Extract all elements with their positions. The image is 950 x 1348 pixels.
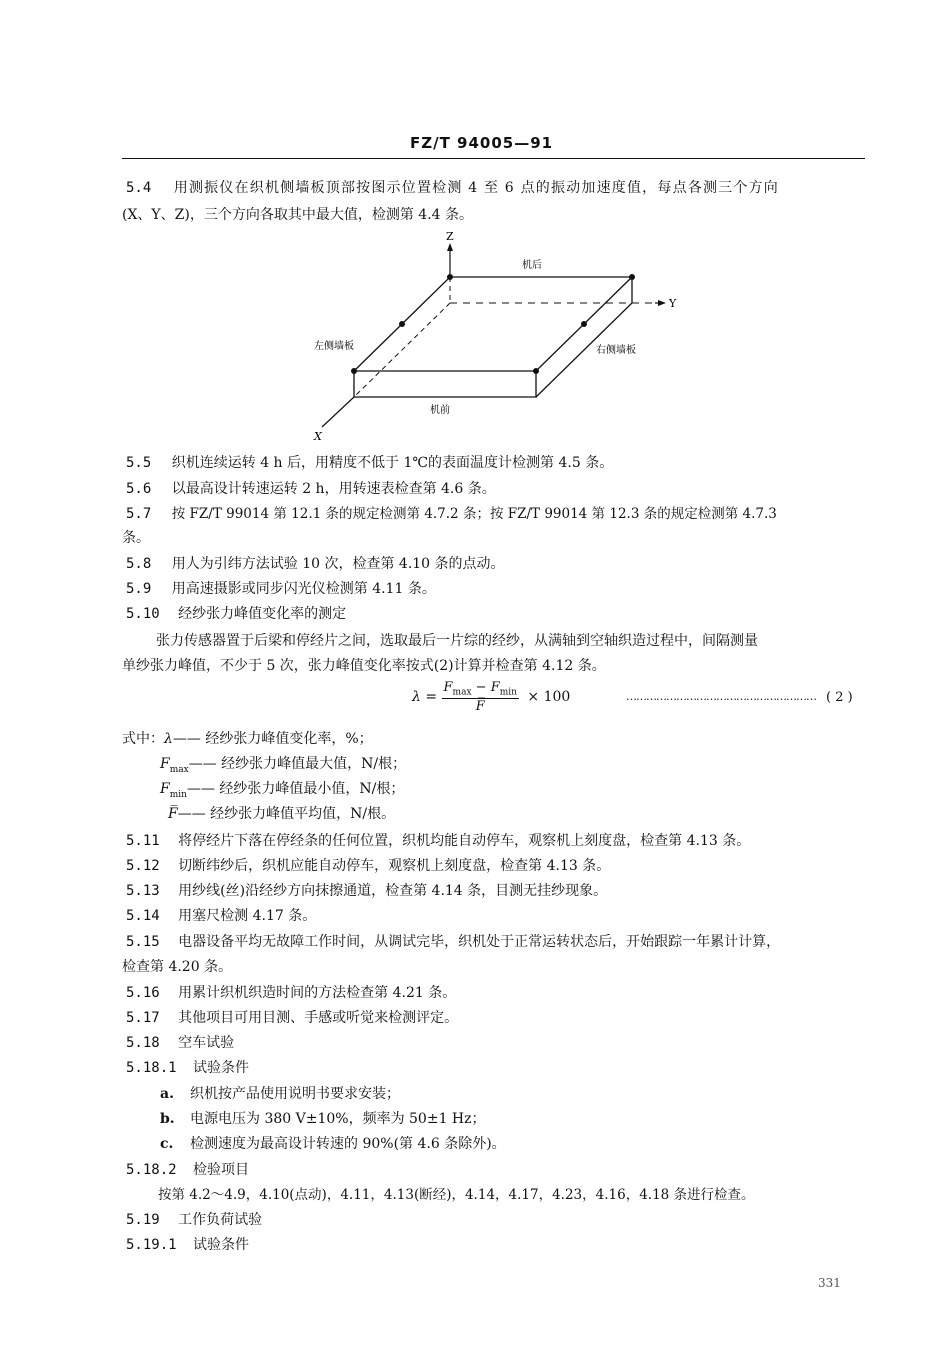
- formula-leader-dots: …………………………………………………: [626, 690, 816, 703]
- y-axis-arrow: [658, 300, 666, 306]
- clause-number: 5.12: [126, 858, 160, 874]
- formula-multiplier: × 100: [527, 688, 571, 705]
- clause-5-7-cont: 条。: [122, 530, 150, 546]
- clause-number: 5.6: [126, 481, 152, 497]
- clause-number: 5.7: [126, 506, 152, 522]
- clause-text: 工作负荷试验: [178, 1212, 263, 1228]
- measure-point: [351, 368, 357, 374]
- clause-text: 用高速摄影或同步闪光仪检测第 4.11 条。: [171, 581, 436, 597]
- clause-5-9: [126, 579, 436, 599]
- clause-text: 用人为引纬方法试验 10 次，检查第 4.10 条的点动。: [171, 556, 505, 572]
- clause-text: 按 FZ/T 99014 第 12.1 条的规定检测第 4.7.2 条；按 FZ/T 99014 第 12.3 条的规定检测第 4.7.3: [171, 506, 777, 522]
- clause-number: 5.14: [126, 908, 160, 924]
- fmax-symbol: F: [443, 680, 453, 695]
- clause-5-18-2-body: 按第 4.2～4.9，4.10(点动)，4.11，4.13(断经)，4.14，4.17，4.23，4.16，4.18 条进行检查。: [158, 1187, 755, 1203]
- z-axis-label: Z: [446, 230, 454, 243]
- clause-text: 用测振仪在织机侧墙板顶部按图示位置检测 4 至 6 点的振动加速度值，每点各测三个方向: [173, 180, 779, 196]
- where-intro: 式中：: [122, 731, 164, 747]
- fmin-symbol: F: [490, 680, 500, 695]
- where-line-4: [168, 804, 395, 824]
- item-text: 检测速度为最高设计转速的 90%(第 4.6 条除外)。: [190, 1136, 506, 1152]
- z-axis-arrow: [447, 243, 453, 251]
- clause-5-5: [126, 453, 613, 473]
- clause-text: 织机连续运转 4 h 后，用精度不低于 1℃的表面温度计检测第 4.5 条。: [171, 455, 614, 471]
- clause-number: 5.9: [126, 581, 152, 597]
- item-label: a.: [160, 1086, 174, 1102]
- clause-text: 将停经片下落在停经条的任何位置，织机均能自动停车，观察机上刻度盘，检查第 4.13 条。: [178, 833, 751, 849]
- clause-number: 5.17: [126, 1010, 160, 1026]
- clause-5-10: [126, 604, 346, 624]
- clause-text: 空车试验: [178, 1035, 235, 1051]
- box-right-face: [536, 277, 632, 397]
- fmin-sub: min: [499, 687, 517, 698]
- measure-point: [533, 368, 539, 374]
- where-text: —— 经纱张力峰值变化率，%；: [172, 731, 373, 747]
- clause-5-18-1: [126, 1058, 249, 1078]
- hidden-edge-diagonal: [354, 303, 450, 397]
- where-text: —— 经纱张力峰值平均值，N/根。: [177, 806, 396, 822]
- list-item: [160, 1109, 486, 1129]
- clause-5-15: [126, 932, 780, 952]
- list-item: [160, 1084, 400, 1104]
- clause-5-4: [126, 178, 779, 198]
- clause-5-18: [126, 1033, 234, 1053]
- label-front: 机前: [430, 405, 450, 416]
- clause-text: 用塞尺检测 4.17 条。: [178, 908, 317, 924]
- clause-number: 5.8: [126, 556, 152, 572]
- y-axis-label: Y: [669, 297, 677, 310]
- measure-point: [399, 321, 405, 327]
- clause-number: 5.18.1: [126, 1060, 177, 1076]
- clause-title: 经纱张力峰值变化率的测定: [178, 606, 347, 622]
- item-text: 电源电压为 380 V±10%，频率为 50±1 Hz；: [190, 1111, 486, 1127]
- clause-5-10-text2: 单纱张力峰值，不少于 5 次，张力峰值变化率按式(2)计算并检查第 4.12 条。: [122, 658, 606, 674]
- formula-denominator: F̅: [475, 698, 485, 714]
- clause-text: 用累计织机织造时间的方法检查第 4.21 条。: [178, 985, 457, 1001]
- formula-fraction: [442, 680, 519, 714]
- where-text: —— 经纱张力峰值最小值，N/根；: [186, 781, 405, 797]
- clause-number: 5.4: [126, 180, 152, 196]
- clause-number: 5.10: [126, 606, 160, 622]
- clause-number: 5.18: [126, 1035, 160, 1051]
- measure-point: [581, 321, 587, 327]
- clause-text: 检验项目: [193, 1162, 250, 1178]
- clause-5-10-text1: 张力传感器置于后梁和停经片之间，选取最后一片综的经纱，从满轴到空轴织造过程中，间隔测量: [156, 633, 758, 649]
- clause-5-19-1: [126, 1235, 249, 1255]
- clause-text: 试验条件: [193, 1060, 250, 1076]
- header-rule: [122, 158, 865, 159]
- where-symbol: F: [160, 756, 170, 772]
- where-text: —— 经纱张力峰值最大值，N/根；: [188, 756, 407, 772]
- clause-number: 5.16: [126, 985, 160, 1001]
- clause-text: 以最高设计转速运转 2 h，用转速表检查第 4.6 条。: [171, 481, 496, 497]
- clause-text: 用纱线(丝)沿经纱方向抹擦通道，检查第 4.14 条，目测无挂纱现象。: [178, 883, 608, 899]
- clause-5-17: [126, 1008, 458, 1028]
- clause-5-7: [126, 504, 777, 524]
- measurement-diagram: [300, 225, 700, 447]
- clause-number: 5.13: [126, 883, 160, 899]
- box-front-face: [354, 371, 536, 397]
- clause-number: 5.5: [126, 455, 152, 471]
- label-left-wall: 左侧墙板: [314, 341, 354, 352]
- where-symbol: λ: [164, 731, 173, 747]
- clause-text: 其他项目可用目测、手感或听觉来检测评定。: [178, 1010, 459, 1026]
- clause-number: 5.19: [126, 1212, 160, 1228]
- x-axis-label: X: [314, 430, 322, 443]
- clause-5-15-cont: 检查第 4.20 条。: [122, 959, 233, 975]
- where-line-2: [160, 754, 406, 780]
- clause-text: 切断纬纱后，织机应能自动停车，观察机上刻度盘，检查第 4.13 条。: [178, 858, 611, 874]
- clause-5-14: [126, 906, 316, 926]
- where-symbol: F: [160, 781, 170, 797]
- where-line-1: [122, 729, 373, 749]
- clause-5-13: [126, 881, 607, 901]
- clause-text: 电器设备平均无故障工作时间，从调试完毕，织机处于正常运转状态后，开始跟踪一年累计计算，: [178, 934, 781, 950]
- clause-5-12: [126, 856, 610, 876]
- item-label: b.: [160, 1111, 175, 1127]
- label-back: 机后: [522, 260, 542, 271]
- where-symbol: F̅: [168, 806, 178, 822]
- formula-2: [412, 680, 570, 714]
- clause-5-11: [126, 831, 750, 851]
- clause-5-6: [126, 479, 496, 499]
- formula-equation-number: ( 2 ): [826, 690, 853, 705]
- list-item: [160, 1134, 506, 1154]
- clause-5-19: [126, 1210, 262, 1230]
- label-right-wall: 右侧墙板: [596, 345, 636, 356]
- formula-numerator: [442, 680, 519, 699]
- document-code: FZ/T 94005—91: [410, 134, 554, 152]
- page-number: 331: [818, 1276, 841, 1290]
- clause-5-4-cont: (X、Y、Z)，三个方向各取其中最大值，检测第 4.4 条。: [122, 207, 474, 223]
- measure-point: [447, 274, 453, 280]
- where-sub: min: [169, 789, 187, 800]
- clause-number: 5.15: [126, 934, 160, 950]
- item-label: c.: [160, 1136, 174, 1152]
- box-top-face: [354, 277, 632, 371]
- clause-number: 5.19.1: [126, 1237, 177, 1253]
- clause-5-8: [126, 554, 505, 574]
- clause-text: 试验条件: [193, 1237, 250, 1253]
- clause-5-16: [126, 983, 456, 1003]
- formula-lhs: λ =: [412, 688, 438, 705]
- where-line-3: [160, 779, 404, 805]
- x-axis-line: [322, 397, 354, 427]
- measure-point: [629, 274, 635, 280]
- clause-5-18-2: [126, 1160, 249, 1180]
- minus-sign: −: [471, 680, 491, 695]
- where-sub: max: [169, 764, 189, 775]
- fmax-sub: max: [452, 687, 472, 698]
- clause-number: 5.11: [126, 833, 160, 849]
- clause-number: 5.18.2: [126, 1162, 177, 1178]
- item-text: 织机按产品使用说明书要求安装；: [190, 1086, 400, 1102]
